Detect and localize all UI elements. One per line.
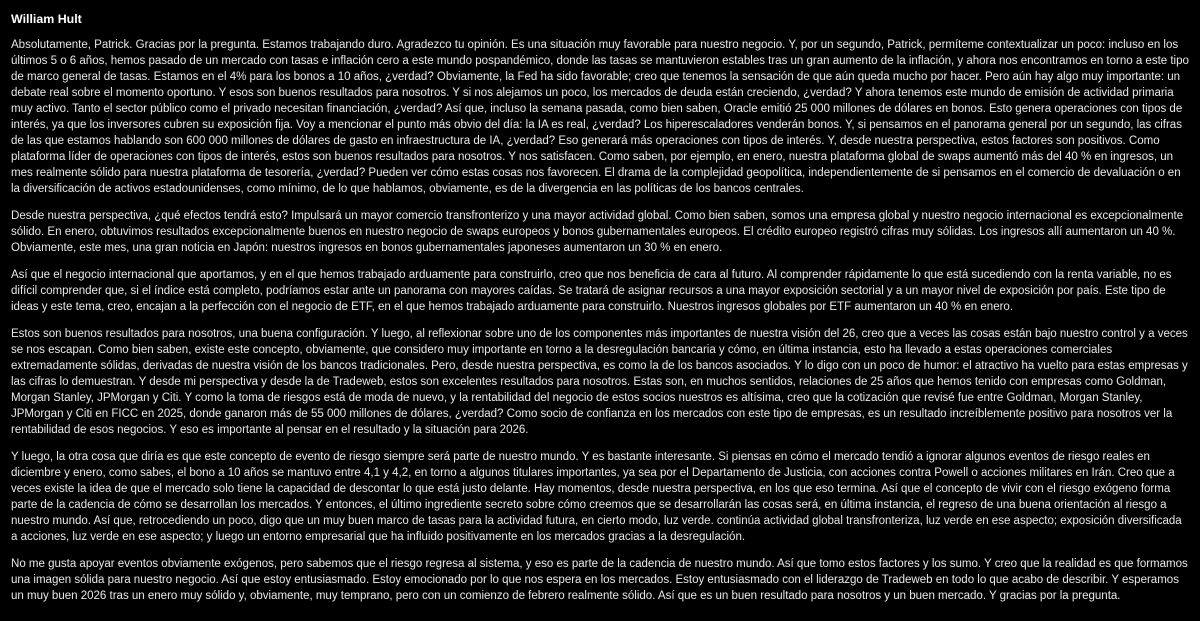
transcript-paragraph-4: Estos son buenos resultados para nosotros, una buena configuración. Y luego, al reflexionar sobre uno de los componentes más importantes de nuestra visión del 26, creo que a veces las cosas están bajo nuestro control y a veces se nos escapan. Como bien saben, existe este concepto, obviamente, que considero muy importante en torno a la desregulación bancaria y cómo, en última instancia, esto ha llevado a estas operaciones comerciales extremadamente sólidas, derivadas de nuestra visión de los bancos tradicionales. Pero, desde nuestra perspectiva, es como la de los bancos asociados. Y lo digo con un poco de humor: el atractivo ha vuelto para estas empresas y las cifras lo demuestran. Y desde mi perspectiva y desde la de Tradeweb, estos son excelentes resultados para nosotros. Estas son, en muchos sentidos, relaciones de 25 años que hemos tenido con empresas como Goldman, Morgan Stanley, JPMorgan y Citi. Y como la toma de riesgos está de moda de nuevo, y la rentabilidad del negocio de estos socios nuestros es altísima, creo que la cotización que revisé fue entre Goldman, Morgan Stanley, JPMorgan y Citi en FICC en 2025, donde ganaron más de 55 000 millones de dólares, ¿verdad? Como socio de confianza en los mercados con este tipo de empresas, es un resultado increíblemente positivo para nosotros ver la rentabilidad de esos negocios. Y eso es importante al pensar en el resultado y la situación para 2026. — [11, 328, 1188, 436]
transcript-paragraph-6: No me gusta apoyar eventos obviamente exógenos, pero sabemos que el riesgo regresa al sistema, y eso es parte de la cadencia de nuestro mundo. Así que tomo estos factores y los sumo. Y creo que la realidad es que formamos una imagen sólida para nuestro negocio. Así que estoy entusiasmado. Estoy emocionado por lo que nos espera en los mercados. Estoy entusiasmado con el liderazgo de Tradeweb en todo lo que acabo de describir. Y esperamos un muy buen 2026 tras un enero muy sólido y, obviamente, muy temprano, pero con un comienzo de febrero realmente sólido. Así que es un buen resultado para nosotros y un buen mercado. Y gracias por la pregunta. — [11, 558, 1188, 602]
transcript-paragraph-3: Así que el negocio internacional que aportamos, y en el que hemos trabajado arduamente para construirlo, creo que nos beneficia de cara al futuro. Al comprender rápidamente lo que está sucediendo con la renta variable, no es difícil comprender que, si el índice está completo, podríamos estar ante un panorama con mayores caídas. Se tratará de asignar recursos a una mayor exposición sectorial y a un mayor nivel de exposición por país. Este tipo de ideas y este tema, creo, encajan a la perfección con el negocio de ETF, en el que hemos trabajado arduamente para construirlo. Nuestros ingresos globales por ETF aumentaron un 40 % en enero. — [11, 269, 1172, 313]
speaker-name: William Hult — [11, 12, 82, 26]
transcript-paragraph-5: Y luego, la otra cosa que diría es que este concepto de evento de riesgo siempre será parte de nuestro mundo. Y es bastante interesante. Si piensas en cómo el mercado tendió a ignorar algunos eventos de riesgo reales en diciembre y enero, como sabes, el bono a 10 años se mantuvo entre 4,1 y 4,2, en torno a algunos titulares importantes, ya sea por el Departamento de Justicia, con acciones contra Powell o acciones militares en Irán. Creo que a veces existe la idea de que el mercado solo tiene la capacidad de descontar lo que está justo delante. Hay momentos, desde nuestra perspectiva, en los que eso termina. Así que el concepto de vivir con el riesgo exógeno forma parte de la cadencia de cómo se desarrollan los mercados. Y entonces, el último ingrediente secreto sobre cómo creemos que se desarrollarán las cosas será, en última instancia, el regreso de una buena orientación al riesgo a nuestro mundo. Así que, retrocediendo un poco, digo que un muy buen marco de tasas para la actividad futura, en cierto modo, luz verde. continúa actividad global transfronteriza, luz verde en ese aspecto; exposición diversificada a acciones, luz verde en ese aspecto; y luego un entorno empresarial que ha influido positivamente en los mercados gracias a la desregulación. — [11, 451, 1182, 543]
transcript-paragraph-2: Desde nuestra perspectiva, ¿qué efectos tendrá esto? Impulsará un mayor comercio transfronterizo y una mayor actividad global. Como bien saben, somos una empresa global y nuestro negocio internacional es excepcionalmente sólido. En enero, obtuvimos resultados excepcionalmente buenos en nuestro negocio de swaps europeos y bonos gubernamentales europeos. El crédito europeo registró cifras muy sólidas. Los ingresos allí aumentaron un 40 %. Obviamente, este mes, una gran noticia en Japón: nuestros ingresos en bonos gubernamentales japoneses aumentaron un 30 % en enero. — [11, 210, 1184, 254]
transcript-paragraph-1: Absolutamente, Patrick. Gracias por la pregunta. Estamos trabajando duro. Agradezco tu opinión. Es una situación muy favorable para nuestro negocio. Y, por un segundo, Patrick, permíteme contextualizar un poco: incluso en los últimos 5 o 6 años, hemos pasado de un mercado con tasas e inflación cero a este mundo pospandémico, donde las tasas se mantuvieron estables tras un gran aumento de la inflación, y ahora nos encontramos en torno a este tipo de marco general de tasas. Estamos en el 4% para los bonos a 10 años, ¿verdad? Obviamente, la Fed ha sido favorable; creo que tenemos la sensación de que aún queda mucho por hacer. Pero aún hay algo muy importante: un debate real sobre el momento oportuno. Y esos son buenos resultados para nosotros. Y si nos alejamos un poco, los mercados de deuda están creciendo, ¿verdad? Y ahora tenemos este mundo de emisión de actividad primaria muy activo. Tanto el sector público como el privado necesitan financiación, ¿verdad? Así que, incluso la semana pasada, como bien saben, Oracle emitió 25 000 millones de dólares en bonos. Esto genera operaciones con tipos de interés, ya que los inversores cubren su exposición fija. Voy a mencionar el punto más obvio del día: la IA es real, ¿verdad? Los hiperescaladores venderán bonos. Y, si pensamos en el panorama general por un segundo, las cifras de las que estamos hablando son 600 000 millones de dólares de gasto en infraestructura de IA, ¿verdad? Eso generará más operaciones con tipos de interés. Y, desde nuestra perspectiva, estos factores son positivos. Como plataforma líder de operaciones con tipos de interés, estos son buenos resultados para nosotros. Y nos satisfacen. Como saben, por ejemplo, en enero, nuestra plataforma global de swaps aumentó más del 40 % en ingresos, un mes realmente sólido para nuestra plataforma de tesorería, ¿verdad? Pueden ver cómo estas cosas nos favorecen. El drama de la complejidad geopolítica, independientemente de si pensamos en el comercio de devaluación o en la diversificación de activos estadounidenses, como mínimo, de lo que hablamos, obviamente, es de la divergencia en las políticas de los bancos centrales. — [11, 39, 1189, 195]
